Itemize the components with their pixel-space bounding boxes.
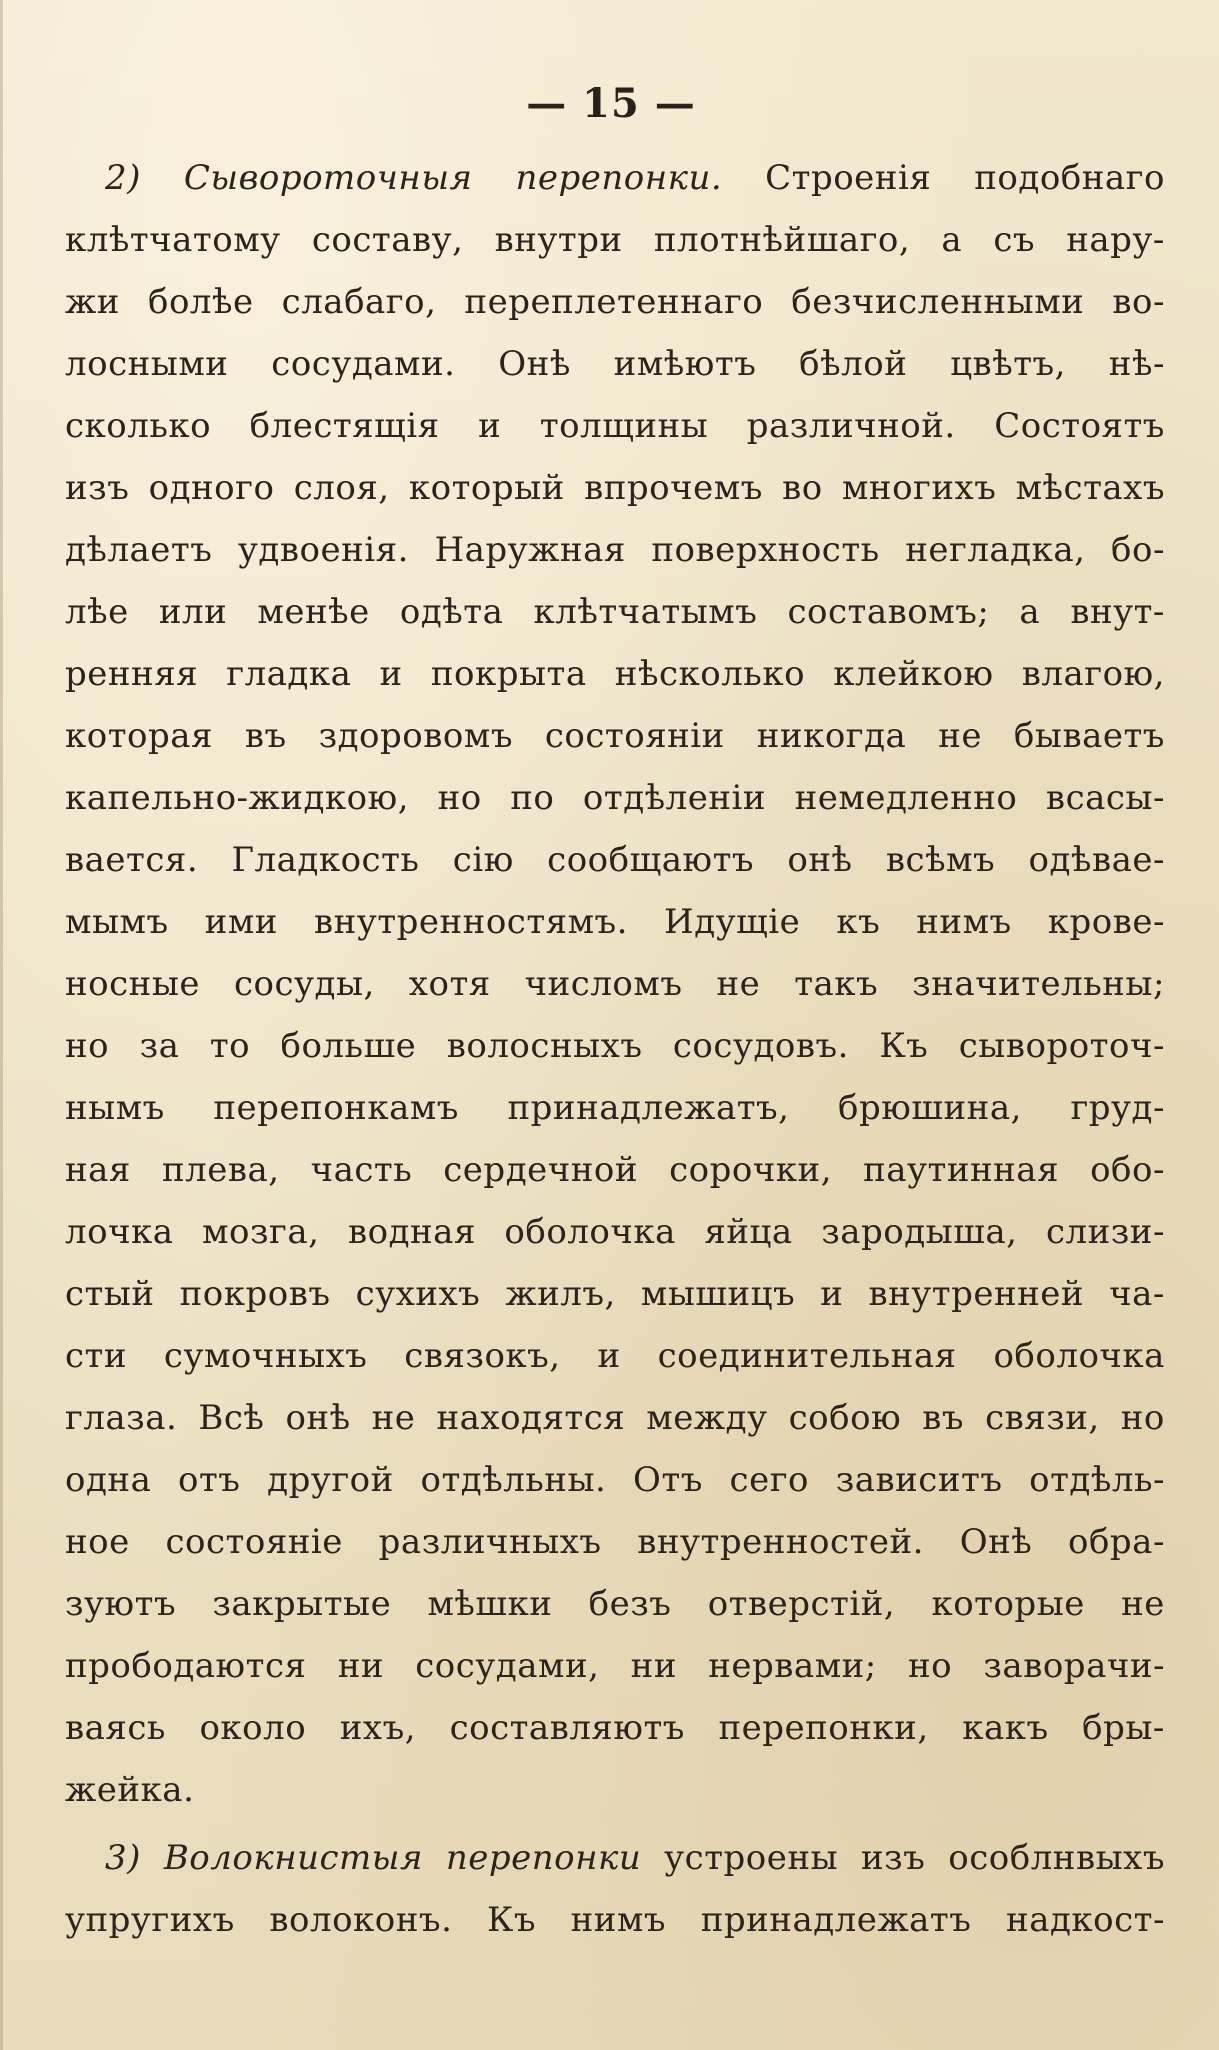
text-line: жи болѣе слабаго, переплетеннаго безчисленными во-	[65, 282, 1165, 322]
text-line: ная плева, часть сердечной сорочки, паутинная обо-	[65, 1150, 1165, 1190]
text-line: лосными сосудами. Онѣ имѣютъ бѣлой цвѣтъ, нѣ-	[65, 344, 1165, 384]
text-line: 2) Сывороточныя перепонки. Строенія подобнаго	[105, 158, 1165, 198]
text-line: носные сосуды, хотя числомъ не такъ значительны;	[65, 964, 1165, 1004]
text-line: лѣе или менѣе одѣта клѣтчатымъ составомъ; а внут-	[65, 592, 1165, 632]
text-line: нымъ перепонкамъ принадлежатъ, брюшина, груд-	[65, 1088, 1165, 1128]
text-line: прободаются ни сосудами, ни нервами; но заворачи-	[65, 1646, 1165, 1686]
text-line: упругихъ волоконъ. Къ нимъ принадлежатъ надкост-	[65, 1900, 1165, 1940]
text-line: но за то больше волосныхъ сосудовъ. Къ сывороточ-	[65, 1026, 1165, 1066]
text-line: вается. Гладкость сію сообщаютъ онѣ всѣмъ одѣвае-	[65, 840, 1165, 880]
text-line: ное состояніе различныхъ внутренностей. Онѣ обра-	[65, 1522, 1165, 1562]
text-line: зуютъ закрытые мѣшки безъ отверстій, которые не	[65, 1584, 1165, 1624]
text-line: клѣтчатому составу, внутри плотнѣйшаго, а съ нару-	[65, 220, 1165, 260]
text-line: дѣлаетъ удвоенія. Наружная поверхность негладка, бо-	[65, 530, 1165, 570]
text-line: которая въ здоровомъ состояніи никогда не бываетъ	[65, 716, 1165, 756]
text-line: лочка мозга, водная оболочка яйца зародыша, слизи-	[65, 1212, 1165, 1252]
text-line: изъ одного слоя, который впрочемъ во многихъ мѣстахъ	[65, 468, 1165, 508]
text-line: сти сумочныхъ связокъ, и соединительная оболочка	[65, 1336, 1165, 1376]
page-number: — 15 —	[526, 80, 696, 127]
text-line: сколько блестящія и толщины различной. Состоятъ	[65, 406, 1165, 446]
text-line: капельно-жидкою, но по отдѣленіи немедленно всасы-	[65, 778, 1165, 818]
paragraph-serous-membranes	[65, 158, 1165, 1832]
text-line: глаза. Всѣ онѣ не находятся между собою въ связи, но	[65, 1398, 1165, 1438]
text-line: ваясь около ихъ, составляютъ перепонки, какъ бры-	[65, 1708, 1165, 1748]
text-line: одна отъ другой отдѣльны. Отъ сего зависитъ отдѣль-	[65, 1460, 1165, 1500]
text-line: мымъ ими внутренностямъ. Идущіе къ нимъ крове-	[65, 902, 1165, 942]
paragraph-fibrous-membranes	[65, 1838, 1165, 1962]
text-line: стый покровъ сухихъ жилъ, мышицъ и внутренней ча-	[65, 1274, 1165, 1314]
text-line: 3) Волокнистыя перепонки устроены изъ особлнвыхъ	[105, 1838, 1165, 1878]
text-line: жейка.	[65, 1770, 195, 1810]
text-line: ренняя гладка и покрыта нѣсколько клейкою влагою,	[65, 654, 1165, 694]
